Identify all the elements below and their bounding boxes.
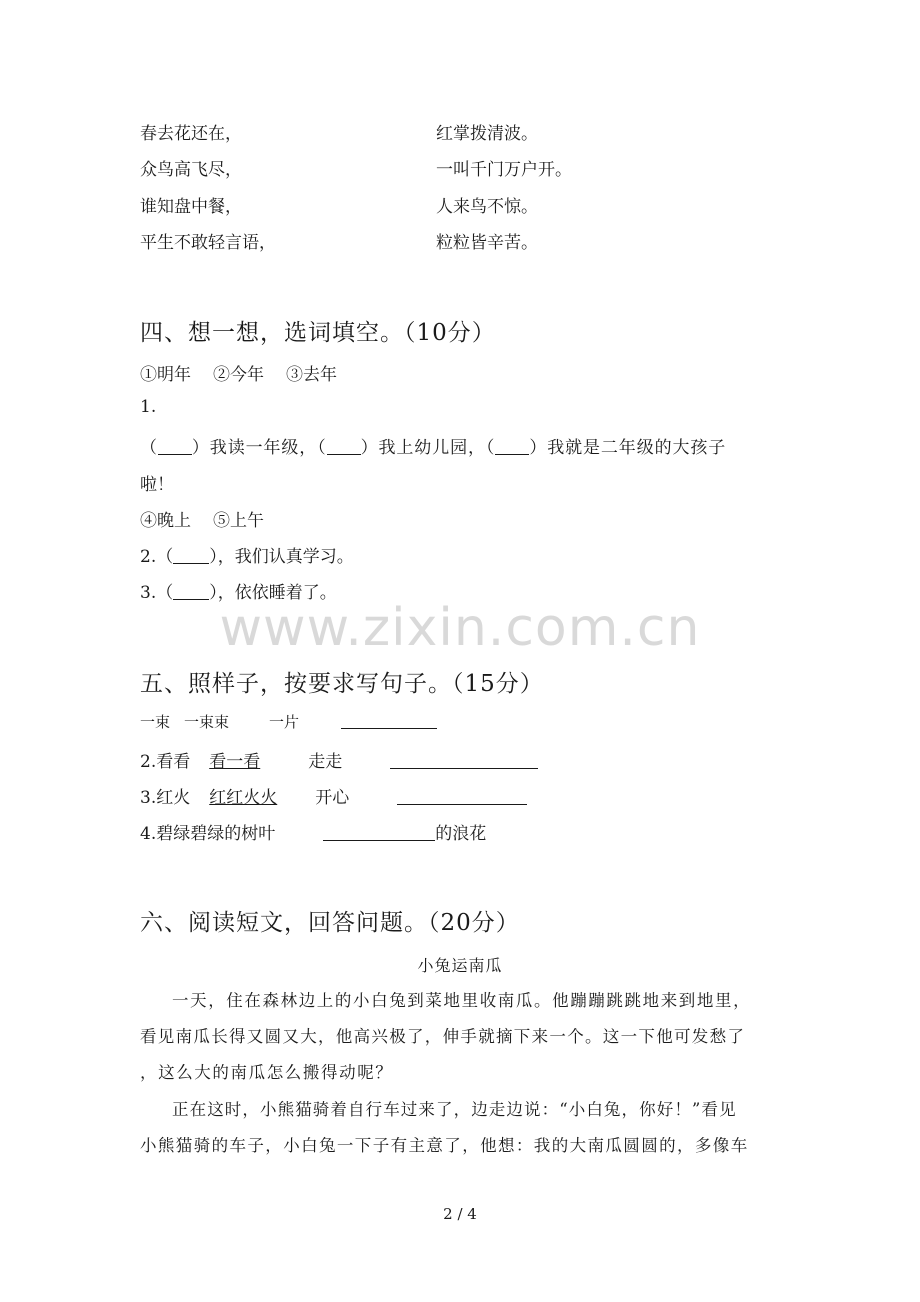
- option-this-year: ②今年: [213, 365, 264, 385]
- answer-blank[interactable]: [341, 710, 437, 729]
- option-last-year: ③去年: [286, 365, 337, 385]
- poem-left-2: 众鸟高飞尽，: [140, 160, 242, 180]
- question-1-continued: 啦！: [140, 475, 174, 495]
- poem-left-4: 平生不敢轻言语，: [140, 233, 276, 253]
- sentence-row-2: 2.看看 看一看 走走: [140, 747, 538, 772]
- word-options-2: [140, 506, 264, 531]
- passage-line-5: 小熊猫骑的车子，小白兔一下子有主意了，他想：我的大南瓜圆圆的，多像车: [140, 1136, 749, 1155]
- page-number: 2 / 4: [443, 1205, 477, 1223]
- word-options-1: [140, 360, 337, 385]
- watermark: www.zixin.com.cn: [219, 598, 701, 658]
- poem-left-3: 谁知盘中餐，: [140, 197, 242, 217]
- poem-left-1: 春去花还在，: [140, 124, 242, 144]
- passage-line-2: 看见南瓜长得又圆又大，他高兴极了，伸手就摘下来一个。这一下他可发愁了: [140, 1027, 746, 1046]
- question-2: 2.（ ），我们认真学习。: [140, 547, 354, 567]
- sentence-row-4: 4.碧绿碧绿的树叶 的浪花: [140, 824, 487, 844]
- question-3: 3.（ ），依依睡着了。: [140, 583, 337, 603]
- answer-blank[interactable]: [323, 822, 435, 841]
- blank[interactable]: [327, 436, 361, 455]
- passage-line-1: 一天，住在森林边上的小白兔到菜地里收南瓜。他蹦蹦跳跳地来到地里，: [172, 991, 752, 1010]
- blank[interactable]: [158, 436, 192, 455]
- sentence-row-3: 3.红火 红红火火 开心: [140, 783, 527, 808]
- answer-blank[interactable]: [390, 750, 538, 769]
- passage-line-4: 正在这时，小熊猫骑着自行车过来了，边走边说：“小白兔，你好！”看见: [172, 1100, 737, 1119]
- section5-heading: 五、照样子，按要求写句子。（15分）: [140, 671, 544, 697]
- question-1: （ ）我读一年级，（ ）我上幼儿园，（ ）我就是二年级的大孩子: [140, 438, 727, 458]
- sentence-row-1: 一束 一束束 一片: [140, 710, 437, 732]
- answer-blank[interactable]: [397, 786, 527, 805]
- section4-heading: 四、想一想，选词填空。（10分）: [140, 320, 496, 346]
- passage-title: 小兔运南瓜: [417, 956, 503, 975]
- question-1-number: 1.: [140, 397, 157, 417]
- section6-heading: 六、阅读短文，回答问题。（20分）: [140, 910, 520, 936]
- poem-right-4: 粒粒皆辛苦。: [436, 233, 538, 253]
- passage-line-3: ，这么大的南瓜怎么搬得动呢？: [140, 1063, 394, 1082]
- poem-right-2: 一叫千门万户开。: [436, 160, 572, 180]
- option-evening: ④晚上: [140, 511, 191, 531]
- option-morning: ⑤上午: [213, 511, 264, 531]
- option-next-year: ①明年: [140, 365, 191, 385]
- blank[interactable]: [173, 545, 209, 564]
- blank[interactable]: [495, 436, 529, 455]
- poem-right-1: 红掌拨清波。: [436, 124, 538, 144]
- poem-right-3: 人来鸟不惊。: [436, 197, 538, 217]
